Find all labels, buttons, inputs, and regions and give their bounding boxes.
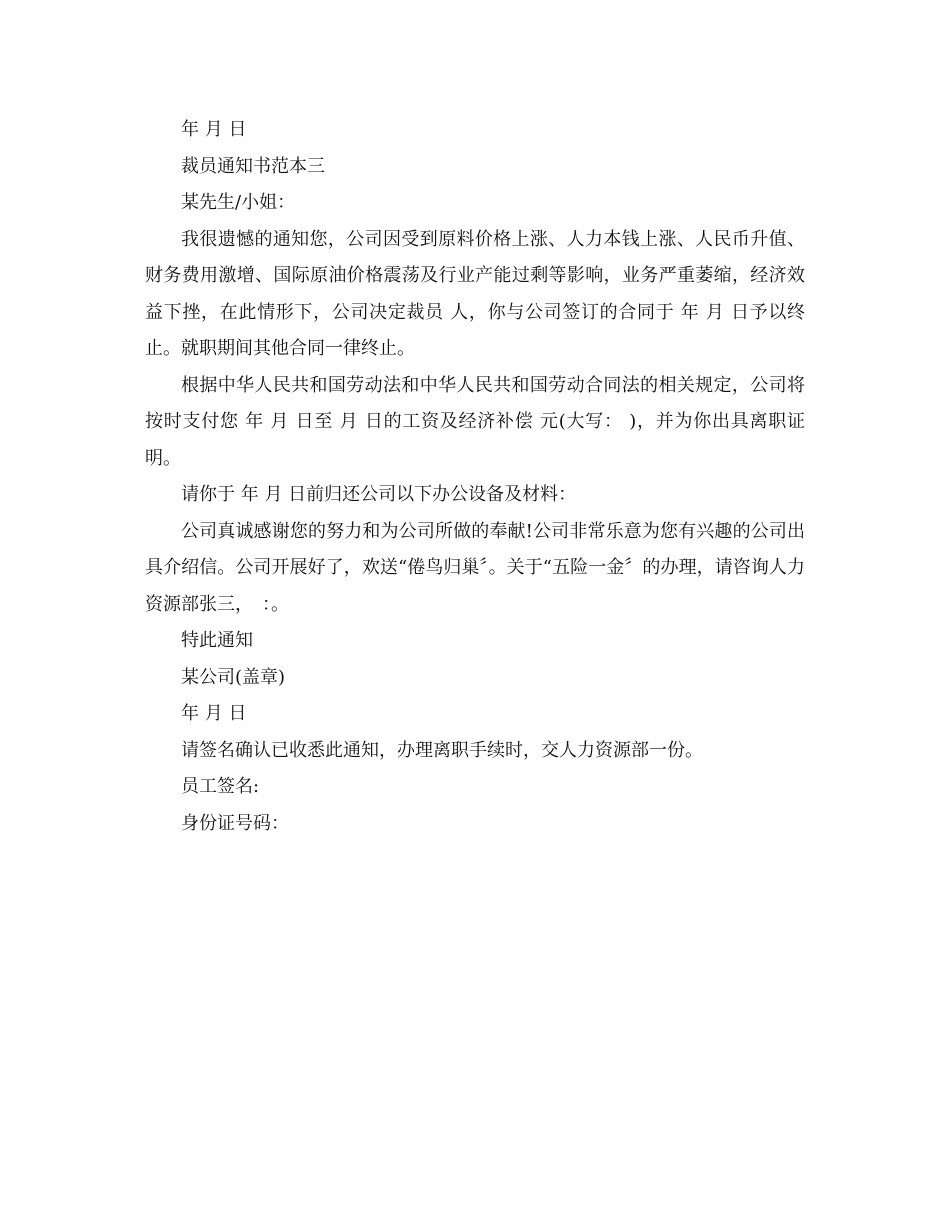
paragraph-compensation: 根据中华人民共和国劳动法和中华人民共和国劳动合同法的相关规定，公司将按时支付您 年 月 日至 月 日的工资及经济补偿 元(大写： )，并为你出具离职证明。 bbox=[145, 374, 805, 469]
document-body bbox=[145, 112, 805, 842]
notice-closing: 特此通知 bbox=[181, 630, 253, 651]
id-number-field: 身份证号码： bbox=[181, 812, 289, 834]
document-title: 裁员通知书范本三 bbox=[181, 155, 325, 177]
paragraph-thanks: 公司真诚感谢您的努力和为公司所做的奉献!公司非常乐意为您有兴趣的公司出具介绍信。公司开展好了，欢送“倦鸟归巢〞。关于“五险一金〞的办理，请咨询人力资源部张三， ：。 bbox=[145, 520, 805, 615]
paragraph-layoff-notice: 我很遗憾的通知您，公司因受到原料价格上涨、人力本钱上涨、人民币升值、财务费用激增、国际原油价格震荡及行业产能过剩等影响，业务严重萎缩，经济效益下挫，在此情形下，公司决定裁员 人，你与公司签订的合同于 年 月 日予以终止。就职期间其他合同一律终止。 bbox=[145, 228, 805, 359]
date-line-top: 年 月 日 bbox=[181, 119, 247, 140]
date-line-bottom: 年 月 日 bbox=[181, 703, 247, 724]
employee-signature-field: 员工签名: bbox=[181, 776, 260, 797]
company-seal-line: 某公司(盖章) bbox=[181, 666, 286, 688]
paragraph-return-equipment: 请你于 年 月 日前归还公司以下办公设备及材料： bbox=[181, 484, 577, 505]
signature-instruction: 请签名确认已收悉此通知，办理离职手续时，交人力资源部一份。 bbox=[181, 739, 703, 761]
salutation: 某先生/小姐： bbox=[181, 192, 296, 213]
